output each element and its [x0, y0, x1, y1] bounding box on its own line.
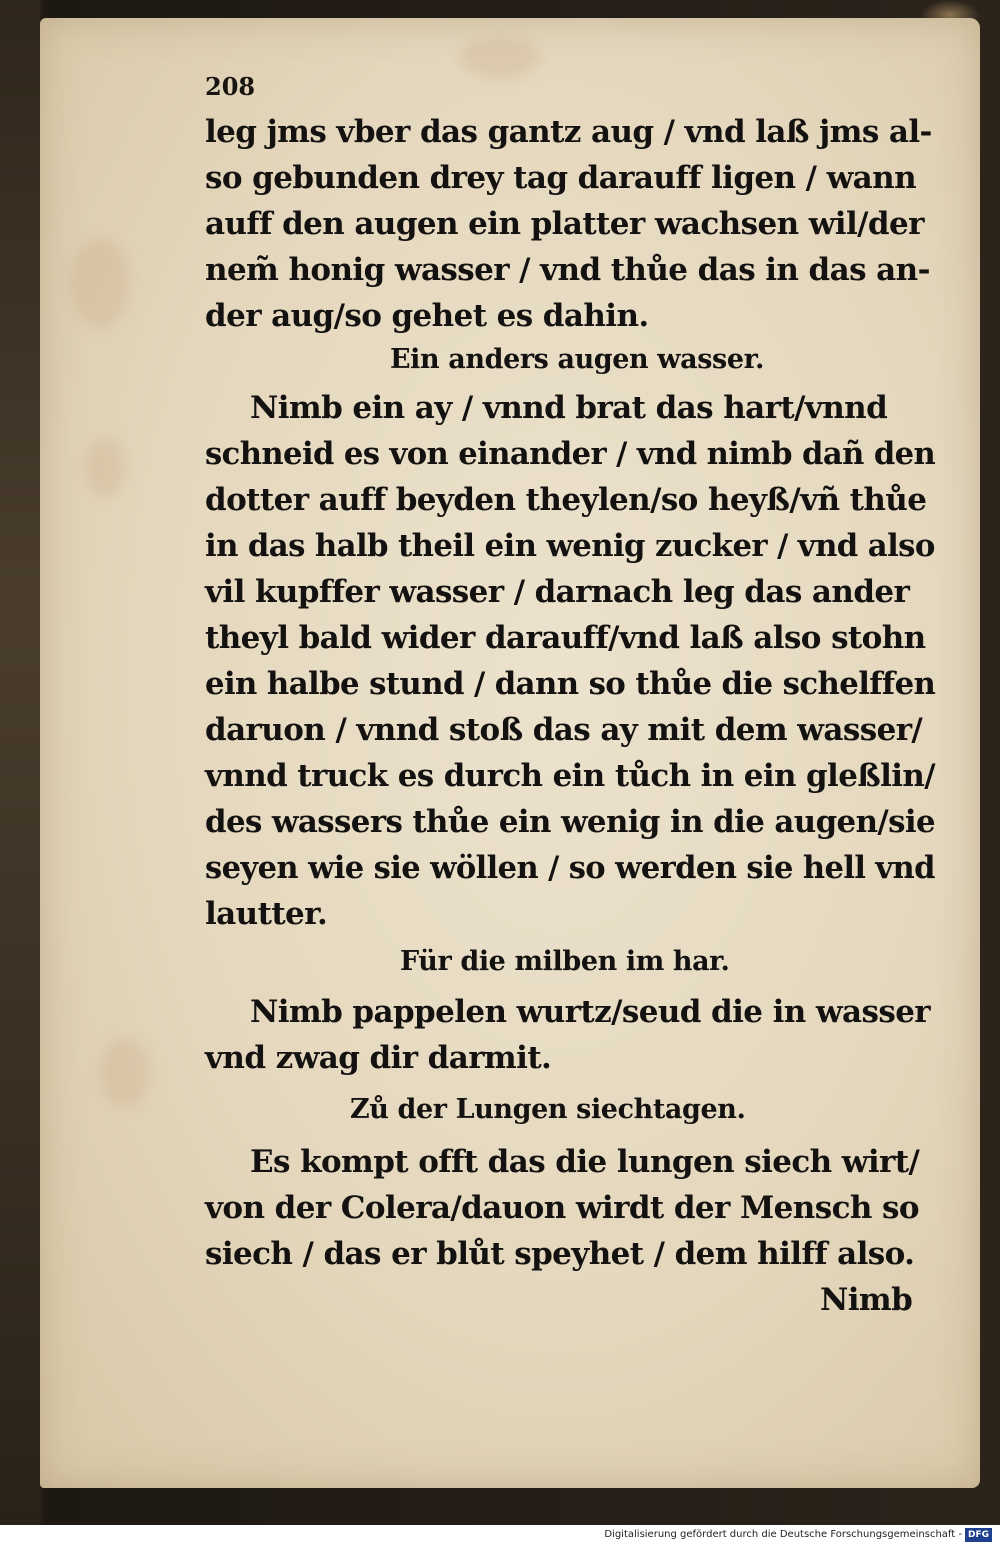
footer-bar	[0, 1525, 1000, 1546]
section-heading: Ein anders augen wasser.	[390, 344, 764, 375]
footer-credit: Digitalisierung gefördert durch die Deutsche Forschungsgemeinschaft -	[604, 1529, 962, 1540]
text-line: auff den augen ein platter wachsen wil/der	[205, 206, 924, 242]
text-line: vnnd truck es durch ein tůch in ein gleßlin/	[205, 758, 936, 794]
text-line: Nimb pappelen wurtz/seud die in wasser	[250, 994, 931, 1030]
text-line: daruon / vnnd stoß das ay mit dem wasser/	[205, 712, 923, 748]
text-line: Nimb ein ay / vnnd brat das hart/vnnd	[250, 390, 888, 426]
page-number: 208	[205, 72, 256, 101]
text-line: Es kompt offt das die lungen siech wirt/	[250, 1144, 920, 1180]
text-line: des wassers thůe ein wenig in die augen/sie	[205, 804, 936, 840]
foxing-spot	[85, 438, 125, 498]
text-line: von der Colera/dauon wirdt der Mensch so	[205, 1190, 919, 1226]
text-line: der aug/so gehet es dahin.	[205, 298, 649, 334]
text-line: siech / das er blůt speyhet / dem hilff also.	[205, 1236, 915, 1272]
book-spine-edge	[0, 0, 40, 1525]
catchword: Nimb	[820, 1282, 913, 1318]
text-line: vil kupffer wasser / darnach leg das ander	[205, 574, 910, 610]
foxing-spot	[100, 1038, 150, 1108]
dfg-logo: DFG	[965, 1528, 992, 1542]
text-line: nem̃ honig wasser / vnd thůe das in das an-	[205, 252, 930, 288]
text-line: theyl bald wider darauff/vnd laß also stohn	[205, 620, 926, 656]
text-line: ein halbe stund / dann so thůe die schelffen	[205, 666, 936, 702]
text-line: dotter auff beyden theylen/so heyß/vñ thůe	[205, 482, 927, 518]
text-line: seyen wie sie wöllen / so werden sie hell vnd	[205, 850, 935, 886]
text-line: vnd zwag dir darmit.	[205, 1040, 552, 1076]
text-line: so gebunden drey tag darauff ligen / wann	[205, 160, 917, 196]
foxing-spot	[70, 238, 130, 328]
text-line: leg jms vber das gantz aug / vnd laß jms al-	[205, 114, 932, 150]
foxing-spot	[460, 38, 540, 78]
section-heading: Für die milben im har.	[400, 946, 730, 977]
text-line: in das halb theil ein wenig zucker / vnd also	[205, 528, 935, 564]
text-line: schneid es von einander / vnd nimb dañ den	[205, 436, 936, 472]
section-heading: Zů der Lungen siechtagen.	[350, 1094, 746, 1125]
text-line: lautter.	[205, 896, 328, 932]
